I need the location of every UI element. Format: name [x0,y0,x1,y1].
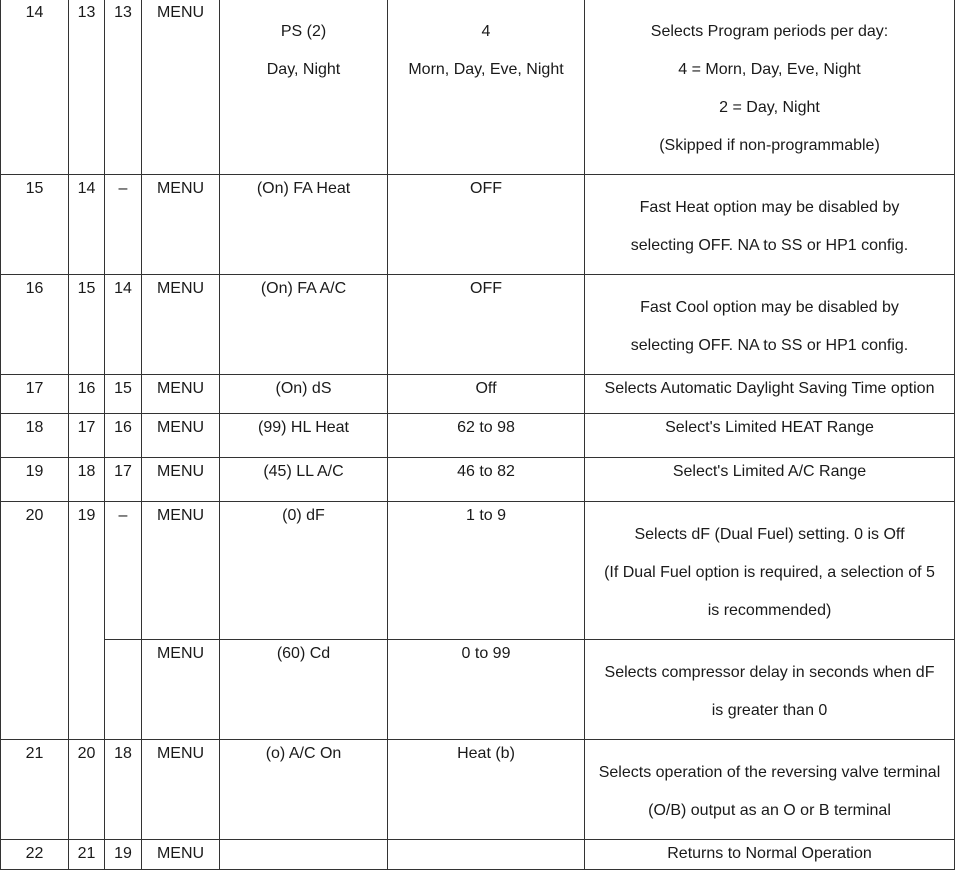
description-line: Selects compressor delay in seconds when dF [604,664,935,681]
value-cell: 0 to 99 [388,640,585,740]
mode-cell: MENU [142,502,220,640]
setting-line: PS (2) [280,23,327,40]
description-line: Selects Program periods per day: [650,23,889,40]
value-cell: 62 to 98 [388,414,585,458]
setting-cell: (o) A/C On [220,740,388,840]
description-line: (If Dual Fuel option is required, a selection of 5 [604,564,935,581]
mode-cell: MENU [142,275,220,375]
setting-cell: (On) dS [220,375,388,414]
step-number-alt: 21 [69,840,105,870]
step-number-alt2: 16 [105,414,142,458]
step-number: 21 [1,740,69,840]
step-number: 19 [1,458,69,502]
step-number-alt2: – [105,175,142,275]
description-cell [585,640,955,740]
setting-cell: (60) Cd [220,640,388,740]
step-number-alt2: – [105,502,142,640]
description-line: is greater than 0 [711,702,828,719]
description-line: selecting OFF. NA to SS or HP1 config. [630,337,909,354]
step-number-alt2: 15 [105,375,142,414]
description-line: (Skipped if non-programmable) [659,137,880,154]
description-line: (O/B) output as an O or B terminal [648,802,891,819]
step-number-alt: 18 [69,458,105,502]
setting-cell: (On) FA Heat [220,175,388,275]
description-line: selecting OFF. NA to SS or HP1 config. [630,237,909,254]
step-number-alt2: 17 [105,458,142,502]
mode-cell: MENU [142,840,220,870]
value-cell: OFF [388,175,585,275]
description-cell [585,502,955,640]
step-number-alt: 16 [69,375,105,414]
step-number-alt: 17 [69,414,105,458]
setting-line: Day, Night [266,61,341,78]
step-number-alt2: 19 [105,840,142,870]
step-number: 14 [1,0,69,175]
step-number: 16 [1,275,69,375]
table-row [1,458,955,502]
description-cell: Select's Limited HEAT Range [585,414,955,458]
step-number-alt2: 13 [105,0,142,175]
description-cell [585,740,955,840]
step-number: 15 [1,175,69,275]
value-cell: Heat (b) [388,740,585,840]
description-cell: Returns to Normal Operation [585,840,955,870]
value-cell: Off [388,375,585,414]
table-row [1,275,955,375]
step-number-alt: 20 [69,740,105,840]
table-row [1,840,955,870]
step-number-alt: 19 [69,502,105,740]
description-line: Selects dF (Dual Fuel) setting. 0 is Off [634,526,905,543]
description-line: Fast Cool option may be disabled by [640,299,899,316]
step-number: 17 [1,375,69,414]
step-number: 18 [1,414,69,458]
description-cell [585,275,955,375]
description-cell [585,175,955,275]
mode-cell: MENU [142,0,220,175]
value-line: 4 [481,23,491,40]
value-cell: 1 to 9 [388,502,585,640]
description-cell: Select's Limited A/C Range [585,458,955,502]
table-row [1,0,955,175]
description-line: is recommended) [707,602,832,619]
setting-cell [220,0,388,175]
mode-cell: MENU [142,375,220,414]
setting-cell: (99) HL Heat [220,414,388,458]
table-row [1,414,955,458]
step-number-alt2: 14 [105,275,142,375]
table-row [1,640,955,740]
mode-cell: MENU [142,175,220,275]
value-cell: OFF [388,275,585,375]
mode-cell: MENU [142,640,220,740]
description-cell: Selects Automatic Daylight Saving Time option [585,375,955,414]
description-line: 2 = Day, Night [719,99,820,116]
value-cell [388,840,585,870]
table-row [1,175,955,275]
value-cell [388,0,585,175]
description-line: Selects operation of the reversing valve terminal [598,764,941,781]
step-number-alt: 14 [69,175,105,275]
step-number-alt: 15 [69,275,105,375]
step-number: 20 [1,502,69,740]
mode-cell: MENU [142,458,220,502]
value-line: Morn, Day, Eve, Night [408,61,564,78]
setting-cell: (On) FA A/C [220,275,388,375]
description-line: 4 = Morn, Day, Eve, Night [678,61,861,78]
value-cell: 46 to 82 [388,458,585,502]
description-cell [585,0,955,175]
table-row [1,375,955,414]
step-number-alt: 13 [69,0,105,175]
step-number-alt2: 18 [105,740,142,840]
setting-cell: (0) dF [220,502,388,640]
mode-cell: MENU [142,414,220,458]
step-number: 22 [1,840,69,870]
table-row [1,740,955,840]
table-row [1,502,955,640]
setting-cell [220,840,388,870]
setting-cell: (45) LL A/C [220,458,388,502]
step-number-alt2 [105,640,142,740]
mode-cell: MENU [142,740,220,840]
description-line: Fast Heat option may be disabled by [639,199,900,216]
